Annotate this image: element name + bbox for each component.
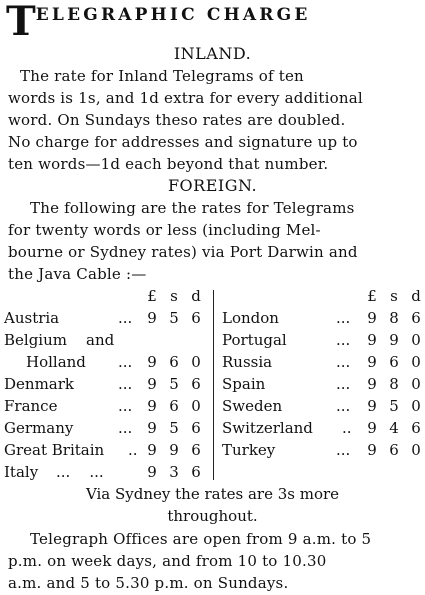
leader-dots: ... (118, 353, 133, 371)
country-name: Sweden (222, 397, 283, 415)
pound-header: £ (147, 287, 157, 305)
pence-value: 0 (411, 331, 421, 349)
foreign-heading: FOREIGN. (167, 176, 258, 195)
rate-row (214, 353, 425, 373)
inland-line: words is 1s, and 1d extra for every additional (8, 89, 363, 107)
country-name: Russia (222, 353, 273, 371)
shillings-value: 5 (169, 375, 179, 393)
pounds-value: 9 (367, 375, 377, 393)
leader-dots: ... (336, 309, 351, 327)
country-name: France (4, 397, 58, 415)
pounds-value: 9 (367, 309, 377, 327)
shilling-header: s (170, 287, 178, 305)
country-name: Turkey (222, 441, 276, 459)
leader-dots: ... (118, 375, 133, 393)
pence-value: 6 (191, 419, 201, 437)
rate-row (214, 331, 425, 351)
leader-dots: ... (336, 375, 351, 393)
inland-line: ten words—1d each beyond that number. (8, 155, 329, 173)
offices-line: p.m. on week days, and from 10 to 10.30 (8, 552, 327, 570)
country-name: Denmark (4, 375, 74, 393)
rate-row (0, 419, 213, 439)
offices-line: a.m. and 5 to 5.30 p.m. on Sundays. (8, 574, 289, 592)
pence-value: 6 (411, 419, 421, 437)
shillings-value: 8 (389, 375, 399, 393)
pounds-value: 9 (147, 441, 157, 459)
shillings-value: 4 (389, 419, 399, 437)
foreign-line: The following are the rates for Telegrams (30, 199, 355, 217)
pence-value: 0 (191, 353, 201, 371)
title-dropcap: T (6, 0, 36, 45)
article-title (6, 0, 421, 45)
shillings-value: 6 (389, 353, 399, 371)
pound-header: £ (367, 287, 377, 305)
inland-line: word. On Sundays theso rates are doubled. (8, 111, 346, 129)
foreign-line: for twenty words or less (including Mel- (8, 221, 321, 239)
rate-row (0, 397, 213, 417)
inland-heading: INLAND. (173, 44, 252, 63)
leader-dots: ... (118, 397, 133, 415)
pence-value: 6 (411, 309, 421, 327)
country-name: London (222, 309, 279, 327)
leader-dots: ... (336, 331, 351, 349)
leader-dots: ... (118, 419, 133, 437)
inland-line: No charge for addresses and signature up to (8, 133, 358, 151)
pence-value: 0 (191, 397, 201, 415)
pence-header: d (411, 287, 421, 305)
pounds-value: 9 (367, 441, 377, 459)
foreign-line: the Java Cable :— (8, 265, 147, 283)
leader-dots: .. (342, 419, 352, 437)
country-name: Great Britain (4, 441, 105, 459)
country-name: Austria (4, 309, 60, 327)
country-name: Italy (4, 463, 39, 481)
pence-value: 0 (411, 397, 421, 415)
rate-row (0, 309, 213, 329)
pounds-value: 9 (147, 419, 157, 437)
pence-value: 6 (191, 375, 201, 393)
pounds-value: 9 (367, 419, 377, 437)
leader-dots: ... (336, 441, 351, 459)
rate-row (0, 353, 213, 373)
shillings-value: 5 (169, 419, 179, 437)
shillings-value: 5 (169, 309, 179, 327)
pounds-value: 9 (367, 397, 377, 415)
rate-row (214, 375, 425, 395)
inland-line: The rate for Inland Telegrams of ten (20, 67, 304, 85)
pounds-value: 9 (147, 463, 157, 481)
sydney-note: Via Sydney the rates are 3s more (85, 485, 340, 503)
pence-value: 6 (191, 463, 201, 481)
country-name: Holland (26, 353, 86, 371)
pounds-value: 9 (367, 331, 377, 349)
shillings-value: 6 (389, 441, 399, 459)
pounds-value: 9 (147, 397, 157, 415)
leader-dots: ... (118, 309, 133, 327)
pounds-value: 9 (147, 309, 157, 327)
pence-value: 6 (191, 441, 201, 459)
pence-value: 0 (411, 441, 421, 459)
shillings-value: 5 (389, 397, 399, 415)
rate-row (214, 309, 425, 329)
country-name: Belgium and (4, 331, 115, 349)
pence-value: 0 (411, 353, 421, 371)
foreign-line: bourne or Sydney rates) via Port Darwin and (8, 243, 358, 261)
pounds-value: 9 (147, 353, 157, 371)
pence-header: d (191, 287, 201, 305)
pounds-value: 9 (147, 375, 157, 393)
offices-line: Telegraph Offices are open from 9 a.m. to 5 (30, 530, 372, 548)
rate-row (0, 375, 213, 395)
leader-dots: ... (336, 353, 351, 371)
pounds-value: 9 (367, 353, 377, 371)
country-name: Portugal (222, 331, 287, 349)
shillings-value: 9 (389, 331, 399, 349)
rate-row (214, 397, 425, 417)
country-name: Switzerland (222, 419, 313, 437)
rate-row (0, 441, 213, 461)
rate-row (214, 419, 425, 439)
rate-row (0, 331, 213, 351)
leader-dots: ... ... (56, 463, 104, 481)
shillings-value: 3 (169, 463, 179, 481)
pence-value: 6 (191, 309, 201, 327)
country-name: Spain (222, 375, 266, 393)
shilling-header: s (390, 287, 398, 305)
leader-dots: ... (336, 397, 351, 415)
pence-value: 0 (411, 375, 421, 393)
shillings-value: 8 (389, 309, 399, 327)
shillings-value: 6 (169, 353, 179, 371)
shillings-value: 6 (169, 397, 179, 415)
rate-row (214, 441, 425, 461)
shillings-value: 9 (169, 441, 179, 459)
sydney-note: throughout. (167, 507, 258, 525)
title-text: ELEGRAPHIC CHARGE (35, 5, 311, 25)
leader-dots: .. (128, 441, 138, 459)
country-name: Germany (4, 419, 74, 437)
rate-row (0, 463, 213, 483)
